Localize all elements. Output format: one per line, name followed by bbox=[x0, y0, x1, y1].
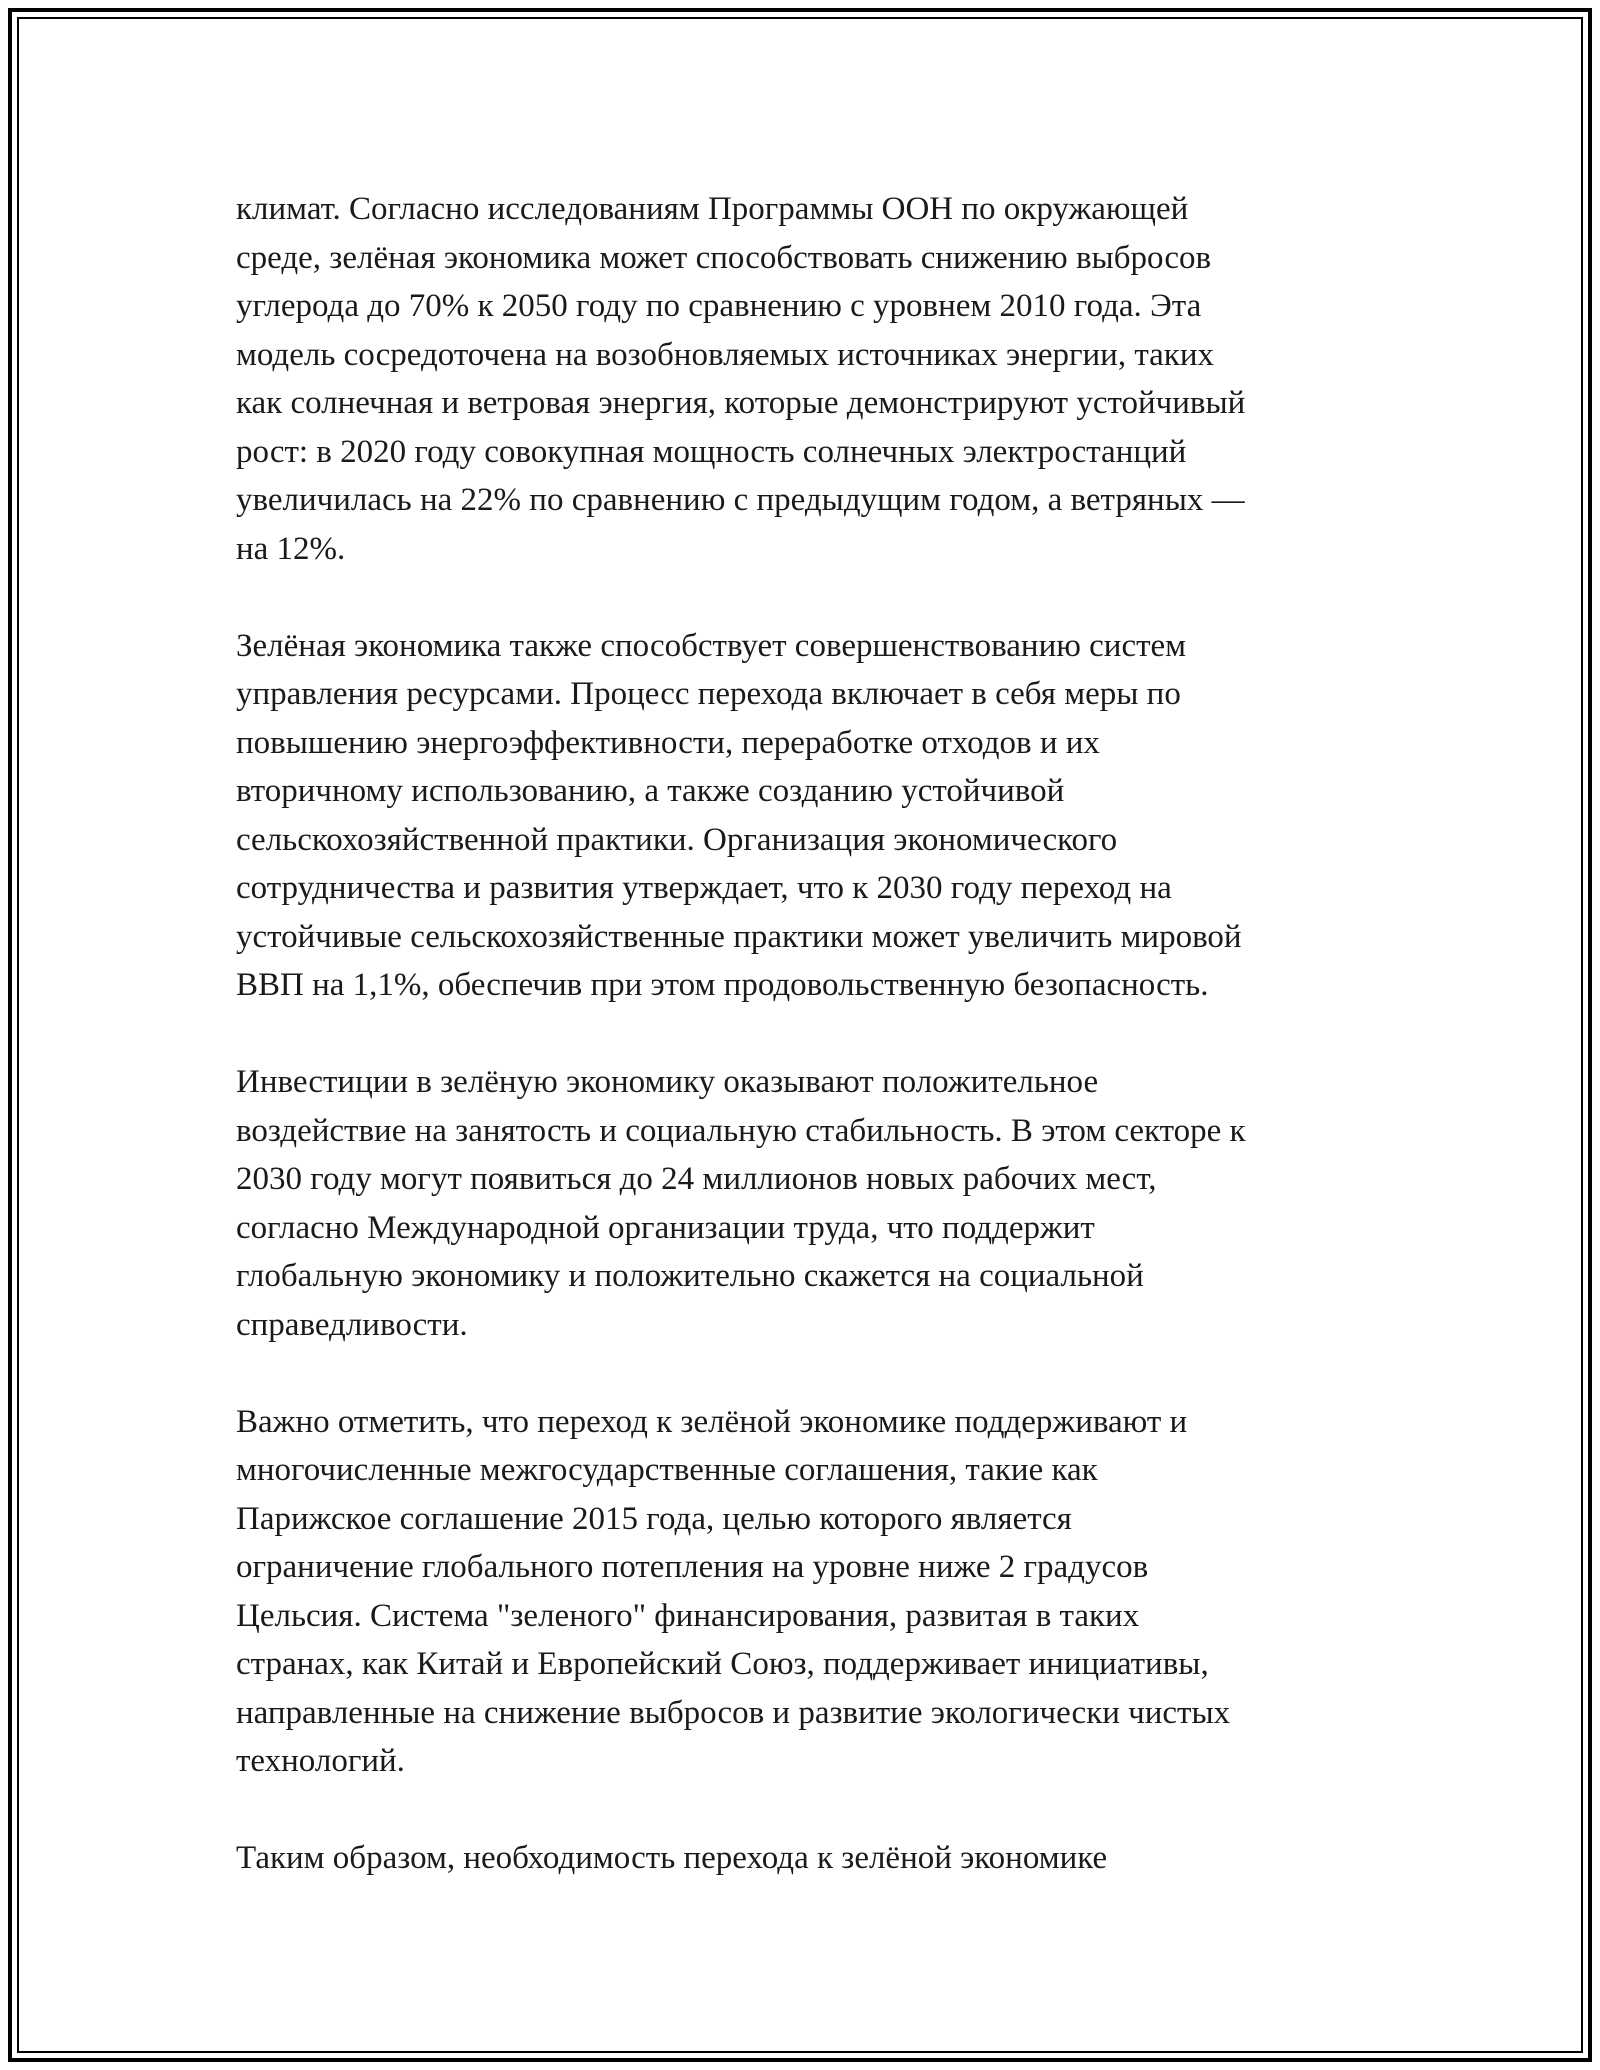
text-line: рост: в 2020 году совокупная мощность солнечных электростанций bbox=[236, 433, 1187, 470]
text-line: 2030 году могут появиться до 24 миллионов новых рабочих мест, bbox=[236, 1161, 1157, 1197]
text-line: устойчивые сельскохозяйственные практики может увеличить мировой bbox=[236, 918, 1242, 955]
text-line: климат. Согласно исследованиям Программы ООН по окружающей bbox=[236, 191, 1189, 227]
text-line: управления ресурсами. Процесс перехода включает в себя меры по bbox=[236, 676, 1181, 712]
text-line: Важно отметить, что переход к зелёной экономике поддерживают и bbox=[236, 1403, 1188, 1440]
text-line: на 12%. bbox=[236, 530, 346, 567]
text-line: странах, как Китай и Европейский Союз, поддерживает инициативы, bbox=[236, 1646, 1209, 1682]
text-line: модель сосредоточена на возобновляемых источниках энергии, таких bbox=[236, 336, 1214, 373]
text-line: согласно Международной организации труда, что поддержит bbox=[236, 1209, 1095, 1246]
text-line: среде, зелёная экономика может способствовать снижению выбросов bbox=[236, 239, 1212, 276]
text-line: Инвестиции в зелёную экономику оказывают положительное bbox=[236, 1064, 1099, 1100]
text-line: Цельсия. Система "зеленого" финансирования, развитая в таких bbox=[236, 1597, 1140, 1634]
paragraph-2 bbox=[236, 622, 1396, 1010]
text-line: Зелёная экономика также способствует совершенствованию систем bbox=[236, 627, 1187, 664]
text-line: сельскохозяйственной практики. Организация экономического bbox=[236, 821, 1118, 858]
text-line: ВВП на 1,1%, обеспечив при этом продовольственную безопасность. bbox=[236, 967, 1209, 1003]
paragraph-4 bbox=[236, 1398, 1396, 1786]
paragraph-1 bbox=[236, 185, 1396, 573]
text-line: воздействие на занятость и социальную стабильность. В этом секторе к bbox=[236, 1112, 1246, 1149]
paragraph-3 bbox=[236, 1058, 1396, 1349]
text-line: вторичному использованию, а также созданию устойчивой bbox=[236, 773, 1065, 809]
text-line: Таким образом, необходимость перехода к зелёной экономике bbox=[236, 1840, 1108, 1876]
paragraph-5 bbox=[236, 1834, 1396, 1883]
document-body bbox=[236, 185, 1396, 1931]
text-line: сотрудничества и развития утверждает, что к 2030 году переход на bbox=[236, 870, 1172, 906]
text-line: направленные на снижение выбросов и развитие экологически чистых bbox=[236, 1694, 1231, 1731]
text-line: увеличилась на 22% по сравнению с предыдущим годом, а ветряных — bbox=[236, 482, 1245, 518]
text-line: как солнечная и ветровая энергия, которые демонстрируют устойчивый bbox=[236, 385, 1246, 421]
text-line: технологий. bbox=[236, 1743, 405, 1779]
text-line: Парижское соглашение 2015 года, целью которого является bbox=[236, 1500, 1072, 1537]
text-line: углерода до 70% к 2050 году по сравнению с уровнем 2010 года. Эта bbox=[236, 288, 1202, 324]
text-line: повышению энергоэффективности, переработке отходов и их bbox=[236, 724, 1100, 761]
text-line: ограничение глобального потепления на уровне ниже 2 градусов bbox=[236, 1549, 1149, 1585]
text-line: многочисленные межгосударственные соглашения, такие как bbox=[236, 1452, 1098, 1488]
text-line: глобальную экономику и положительно скажется на социальной bbox=[236, 1258, 1144, 1294]
text-line: справедливости. bbox=[236, 1306, 468, 1343]
